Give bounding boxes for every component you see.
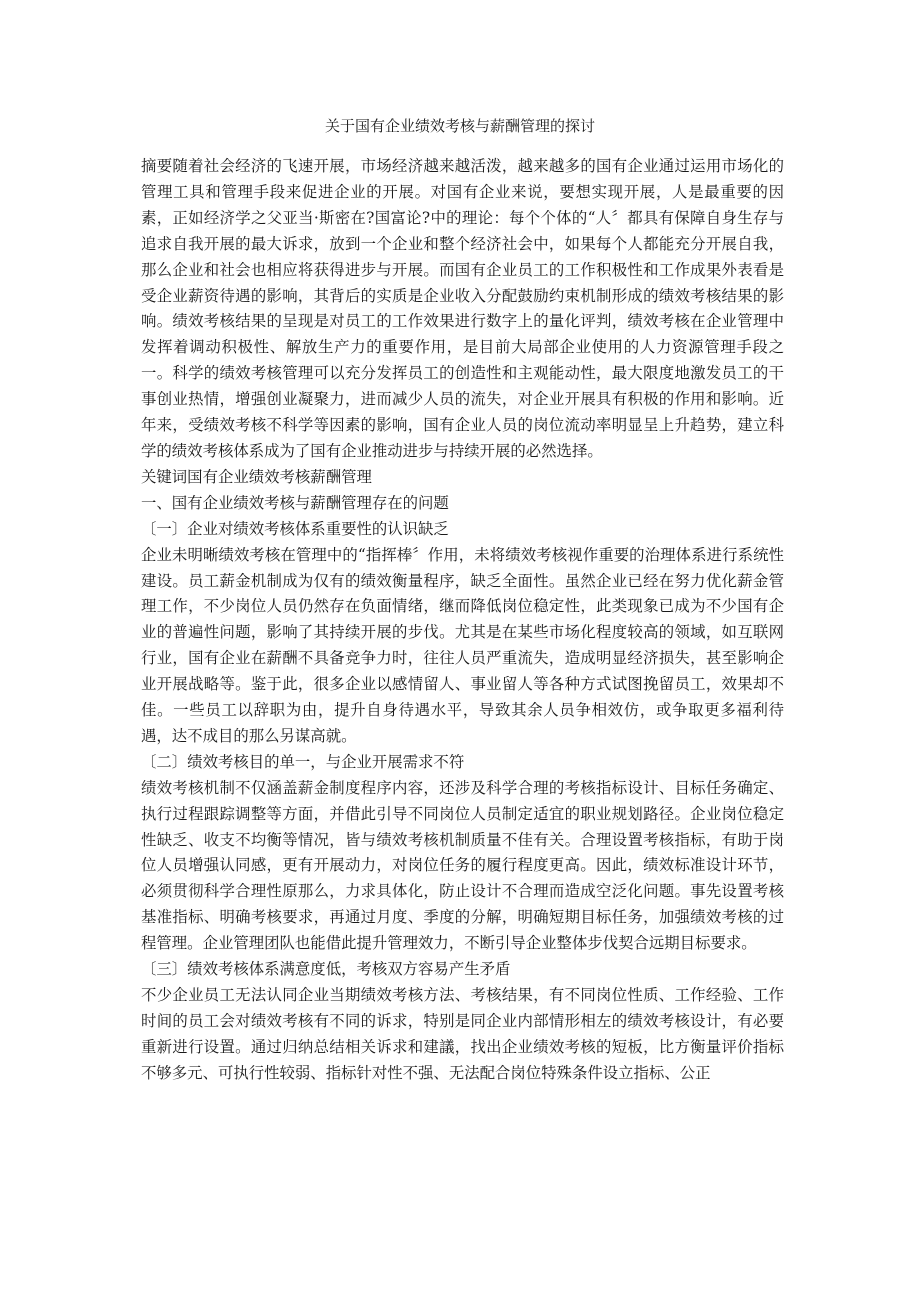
- abstract-paragraph: 摘要随着社会经济的飞速开展，市场经济越来越活泼，越来越多的国有企业通过运用市场化的管理工具和管理手段来促进企业的开展。对国有企业来说，要想实现开展，人是最重要的因素，正如经济学之父亚当·斯密在?国富论?中的理论：每个个体的“人〞都具有保障自身生存与追求自我开展的最大诉求，放到一个企业和整个经济社会中，如果每个人都能充分开展自我，那么企业和社会也相应将获得进步与开展。而国有企业员工的工作积极性和工作成果外表看是受企业薪资待遇的影响，其背后的实质是企业收入分配鼓励约束机制形成的绩效考核结果的影响。绩效考核结果的呈现是对员工的工作效果进行数字上的量化评判，绩效考核在企业管理中发挥着调动积极性、解放生产力的重要作用，是目前大局部企业使用的人力资源管理手段之一。科学的绩效考核管理可以充分发挥员工的创造性和主观能动性，最大限度地激发员工的干事创业热情，增强创业凝聚力，进而减少人员的流失，对企业开展具有积极的作用和影响。近年来，受绩效考核不科学等因素的影响，国有企业人员的岗位流动率明显呈上升趋势，建立科学的绩效考核体系成为了国有企业推动进步与持续开展的必然选择。: [141, 157, 784, 460]
- body-paragraph: 企业未明晰绩效考核在管理中的“指挥棒〞作用，未将绩效考核视作重要的治理体系进行系统性建设。员工薪金机制成为仅有的绩效衡量程序，缺乏全面性。虽然企业已经在努力优化薪金管理工作，不少岗位人员仍然存在负面情绪，继而降低岗位稳定性，此类现象已成为不少国有企业的普遍性问题，影响了其持续开展的步伐。尤其是在某些市场化程度较高的领域，如互联网行业，国有企业在薪酬不具备竞争力时，往往人员严重流失，造成明显经济损失，甚至影响企业开展战略等。鉴于此，很多企业以感情留人、事业留人等各种方式试图挽留员工，效果却不佳。一些员工以辞职为由，提升自身待遇水平，导致其余人员争相效仿，或争取更多福利待遇，达不成目的那么另谋高就。: [141, 545, 784, 745]
- subsection-heading: 〔二〕绩效考核目的单一，与企业开展需求不符: [141, 752, 465, 771]
- subsection-heading: 〔三〕绩效考核体系满意度低，考核双方容易产生矛盾: [141, 960, 511, 979]
- body-paragraph: 绩效考核机制不仅涵盖薪金制度程序内容，还涉及科学合理的考核指标设计、目标任务确定、执行过程跟踪调整等方面，并借此引导不同岗位人员制定适宜的职业规划路径。企业岗位稳定性缺乏、收支不均衡等情况，皆与绩效考核机制质量不佳有关。合理设置考核指标，有助于岗位人员增强认同感，更有开展动力，对岗位任务的履行程度更高。因此，绩效标准设计环节，必须贯彻科学合理性原那么，力求具体化，防止设计不合理而造成空泛化问题。事先设置考核基准指标、明确考核要求，再通过月度、季度的分解，明确短期目标任务，加强绩效考核的过程管理。企业管理团队也能借此提升管理效力，不断引导企业整体步伐契合远期目标要求。: [141, 778, 784, 953]
- keywords-line: 关键词国有企业绩效考核薪酬管理: [141, 467, 372, 486]
- subsection-heading: 〔一〕企业对绩效考核体系重要性的认识缺乏: [141, 519, 449, 538]
- document-body: [141, 154, 784, 1087]
- section-heading: 一、国有企业绩效考核与薪酬管理存在的问题: [141, 493, 449, 512]
- document-title: 关于国有企业绩效考核与薪酬管理的探讨: [324, 117, 595, 135]
- body-paragraph: 不少企业员工无法认同企业当期绩效考核方法、考核结果，有不同岗位性质、工作经验、工作时间的员工会对绩效考核有不同的诉求，特别是同企业内部情形相左的绩效考核设计，有必要重新进行设置。通过归纳总结相关诉求和建議，找出企业绩效考核的短板，比方衡量评价指标不够多元、可执行性较弱、指标针对性不强、无法配合岗位特殊条件设立指标、公正: [141, 986, 784, 1082]
